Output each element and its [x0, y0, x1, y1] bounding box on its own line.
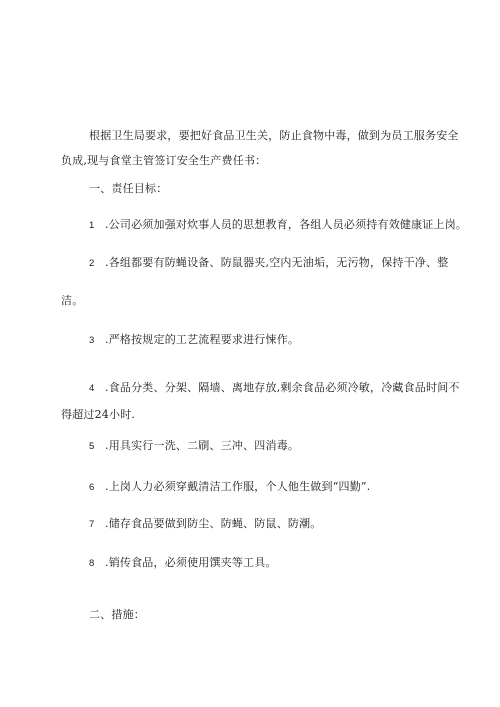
item-text: .用具实行一洗、二刷、三冲、四消毒。	[105, 439, 300, 452]
list-item	[89, 480, 370, 495]
item-continuation: 得超过24小时.	[61, 408, 136, 421]
item-text: .食品分类、分架、隔墙、离地存放,剩余食品必须冷敏，冷藏食品时间不	[105, 381, 460, 394]
item-text: .储存食品要做到防尘、防蝇、防鼠、防潮。	[105, 517, 322, 530]
item-number: 5	[89, 441, 95, 452]
list-item	[89, 218, 467, 233]
item-number: 6	[89, 482, 95, 493]
section-heading-targets: 一、责任目标：	[89, 182, 168, 195]
item-text: .上岗人力必须穿戴清洁工作服，个人他生做到“四勤”.	[105, 480, 371, 493]
item-number: 8	[89, 558, 95, 569]
item-number: 7	[89, 519, 95, 530]
item-number: 3	[89, 335, 95, 346]
item-continuation: 洁。	[61, 294, 84, 307]
item-text: .各组都要有防蝇设备、防鼠器夹,空内无油垢，无污物，保持干净、整	[105, 256, 449, 269]
item-text: .销传食品，必须使用馔夹等工具。	[105, 556, 277, 569]
list-item	[89, 556, 277, 571]
item-text: .公司必须加强对炊事人员的思想教育，各组人员必须持有效健康证上岗。	[105, 218, 468, 231]
list-item	[89, 439, 299, 454]
list-item	[89, 256, 448, 271]
intro-line-2: 负成,现与食堂主管签订安全生产费任书：	[61, 154, 267, 167]
list-item	[89, 517, 322, 532]
intro-line-1: 根据卫生局要求，要把好食品卫生关，防止食物中毒，做到为员工服务安全	[89, 129, 459, 142]
item-number: 4	[89, 383, 95, 394]
list-item	[89, 333, 299, 348]
item-text: .严格按规定的工艺流程要求进行悚作。	[105, 333, 300, 346]
list-item	[89, 381, 460, 396]
item-number: 1	[89, 220, 95, 231]
item-number: 2	[89, 258, 95, 269]
section-heading-measures: 二、措施：	[89, 608, 145, 621]
